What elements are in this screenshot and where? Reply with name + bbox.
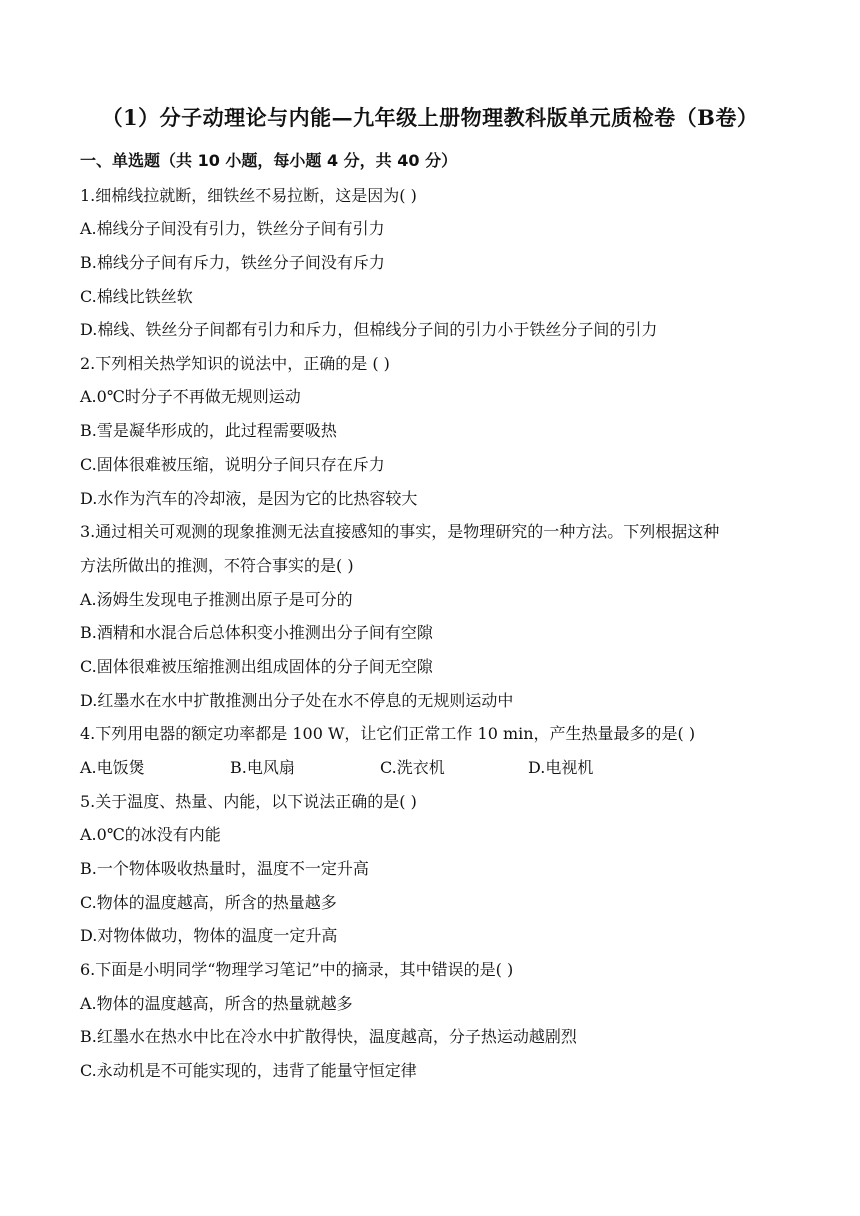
question-6-option-a: A.物体的温度越高，所含的热量就越多 — [80, 994, 353, 1013]
question-1-option-c: C.棉线比铁丝软 — [80, 287, 193, 306]
question-4-option-a: A.电饭煲 — [80, 758, 145, 777]
section-heading: 一、单选题（共 10 小题，每小题 4 分，共 40 分） — [80, 151, 458, 170]
page-title: （1）分子动理论与内能—九年级上册物理教科版单元质检卷（B卷） — [101, 105, 759, 130]
question-5-option-a: A.0℃的冰没有内能 — [80, 825, 221, 844]
question-3-stem-line-2: 方法所做出的推测，不符合事实的是( ) — [80, 556, 354, 575]
question-3-option-b: B.酒精和水混合后总体积变小推测出分子间有空隙 — [80, 623, 433, 642]
question-6-stem: 6.下面是小明同学“物理学习笔记”中的摘录，其中错误的是( ) — [80, 960, 514, 979]
question-4-option-c: C.洗衣机 — [380, 758, 445, 777]
question-1-option-a: A.棉线分子间没有引力，铁丝分子间有引力 — [80, 219, 385, 238]
question-3-option-d: D.红墨水在水中扩散推测出分子处在水不停息的无规则运动中 — [80, 691, 514, 710]
question-3-option-a: A.汤姆生发现电子推测出原子是可分的 — [80, 590, 353, 609]
question-2-option-b: B.雪是凝华形成的，此过程需要吸热 — [80, 421, 337, 440]
question-2-stem: 2.下列相关热学知识的说法中，正确的是 ( ) — [80, 354, 390, 373]
question-5-option-d: D.对物体做功，物体的温度一定升高 — [80, 926, 338, 945]
question-3-option-c: C.固体很难被压缩推测出组成固体的分子间无空隙 — [80, 657, 433, 676]
question-1-option-b: B.棉线分子间有斥力，铁丝分子间没有斥力 — [80, 253, 385, 272]
question-5-option-b: B.一个物体吸收热量时，温度不一定升高 — [80, 859, 369, 878]
question-5-stem: 5.关于温度、热量、内能，以下说法正确的是( ) — [80, 792, 417, 811]
question-4-stem: 4.下列用电器的额定功率都是 100 W，让它们正常工作 10 min，产生热量最多的是( ) — [80, 724, 696, 743]
question-4-option-b: B.电风扇 — [230, 758, 295, 777]
question-3-stem-line-1: 3.通过相关可观测的现象推测无法直接感知的事实，是物理研究的一种方法。下列根据这种 — [80, 522, 720, 541]
question-2-option-d: D.水作为汽车的冷却液，是因为它的比热容较大 — [80, 489, 418, 508]
question-6-option-c: C.永动机是不可能实现的，违背了能量守恒定律 — [80, 1061, 417, 1080]
question-4-options-row — [80, 755, 760, 777]
question-1-option-d: D.棉线、铁丝分子间都有引力和斥力，但棉线分子间的引力小于铁丝分子间的引力 — [80, 320, 658, 339]
question-2-option-c: C.固体很难被压缩，说明分子间只存在斥力 — [80, 455, 385, 474]
question-2-option-a: A.0℃时分子不再做无规则运动 — [80, 387, 301, 406]
question-1-stem: 1.细棉线拉就断，细铁丝不易拉断，这是因为( ) — [80, 186, 417, 205]
question-4-option-d: D.电视机 — [528, 758, 594, 777]
question-6-option-b: B.红墨水在热水中比在冷水中扩散得快，温度越高，分子热运动越剧烈 — [80, 1027, 577, 1046]
question-5-option-c: C.物体的温度越高，所含的热量越多 — [80, 893, 337, 912]
